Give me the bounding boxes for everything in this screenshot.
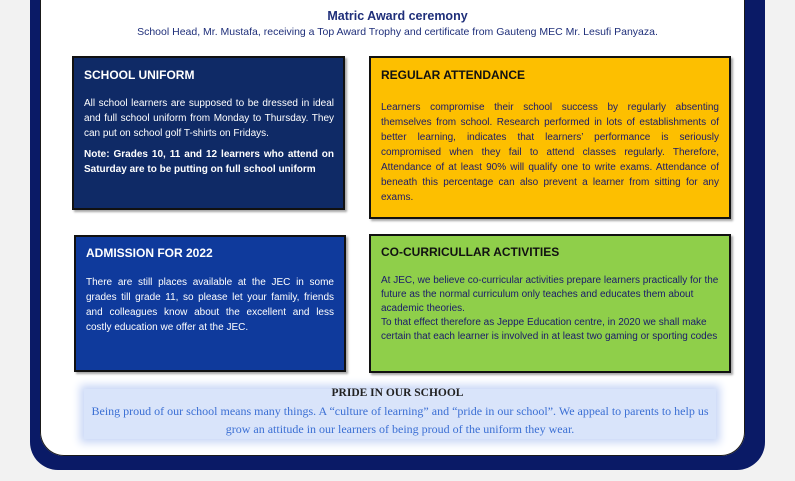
- cocurricular-box: [369, 234, 731, 373]
- regular-attendance-box: [369, 56, 731, 219]
- caption-title: Matric Award ceremony: [327, 9, 468, 23]
- pride-heading: PRIDE IN OUR SCHOOL: [331, 387, 464, 399]
- pride-body: Being proud of our school means many things. A “culture of learning” and “pride in our school”. We appeal to parents to help us grow an attitude in our learners of being proud of the uniform they wear.: [91, 404, 709, 436]
- cocurricular-body-2: To that effect therefore as Jeppe Education centre, in 2020 we shall make certain that each learner is involved in at least two gaming or sporting codes: [381, 317, 718, 342]
- admission-body: There are still places available at the JEC in some grades till grade 11, so please let your family, friends and colleagues know about the excellent and less costly education we offer at the JEC.: [86, 277, 334, 333]
- admission-heading: ADMISSION FOR 2022: [86, 246, 213, 260]
- school-uniform-note: Note: Grades 10, 11 and 12 learners who attend on Saturday are to be putting on full school uniform: [84, 149, 334, 175]
- regular-attendance-heading: REGULAR ATTENDANCE: [381, 68, 525, 82]
- cocurricular-heading: CO-CURRICULLAR ACTIVITIES: [381, 245, 560, 259]
- caption-subtitle: School Head, Mr. Mustafa, receiving a Top Award Trophy and certificate from Gauteng MEC Mr. Lesufi Panyaza.: [137, 26, 658, 38]
- cocurricular-body-1: At JEC, we believe co-curricular activities prepare learners practically for the future as the normal curriculum only teaches and educates them about academic theories.: [381, 275, 719, 314]
- admission-box: [74, 235, 346, 372]
- school-uniform-body: All school learners are supposed to be dressed in ideal and full school uniform from Monday to Thursday. They can put on school golf T-shirts on Fridays.: [84, 98, 334, 139]
- school-uniform-box: [72, 56, 345, 210]
- school-uniform-heading: SCHOOL UNIFORM: [84, 68, 195, 82]
- regular-attendance-body: Learners compromise their school success by regularly absenting themselves from school. Research performed in lots of establishments of better learning, indicates that learners’ performance is seriously compromised when they fail to attend classes regularly. Therefore, Attendance of at least 90% will qualify one to write exams. Attendance of beneath this percentage can also prevent a learner from sitting for any exams.: [381, 102, 719, 203]
